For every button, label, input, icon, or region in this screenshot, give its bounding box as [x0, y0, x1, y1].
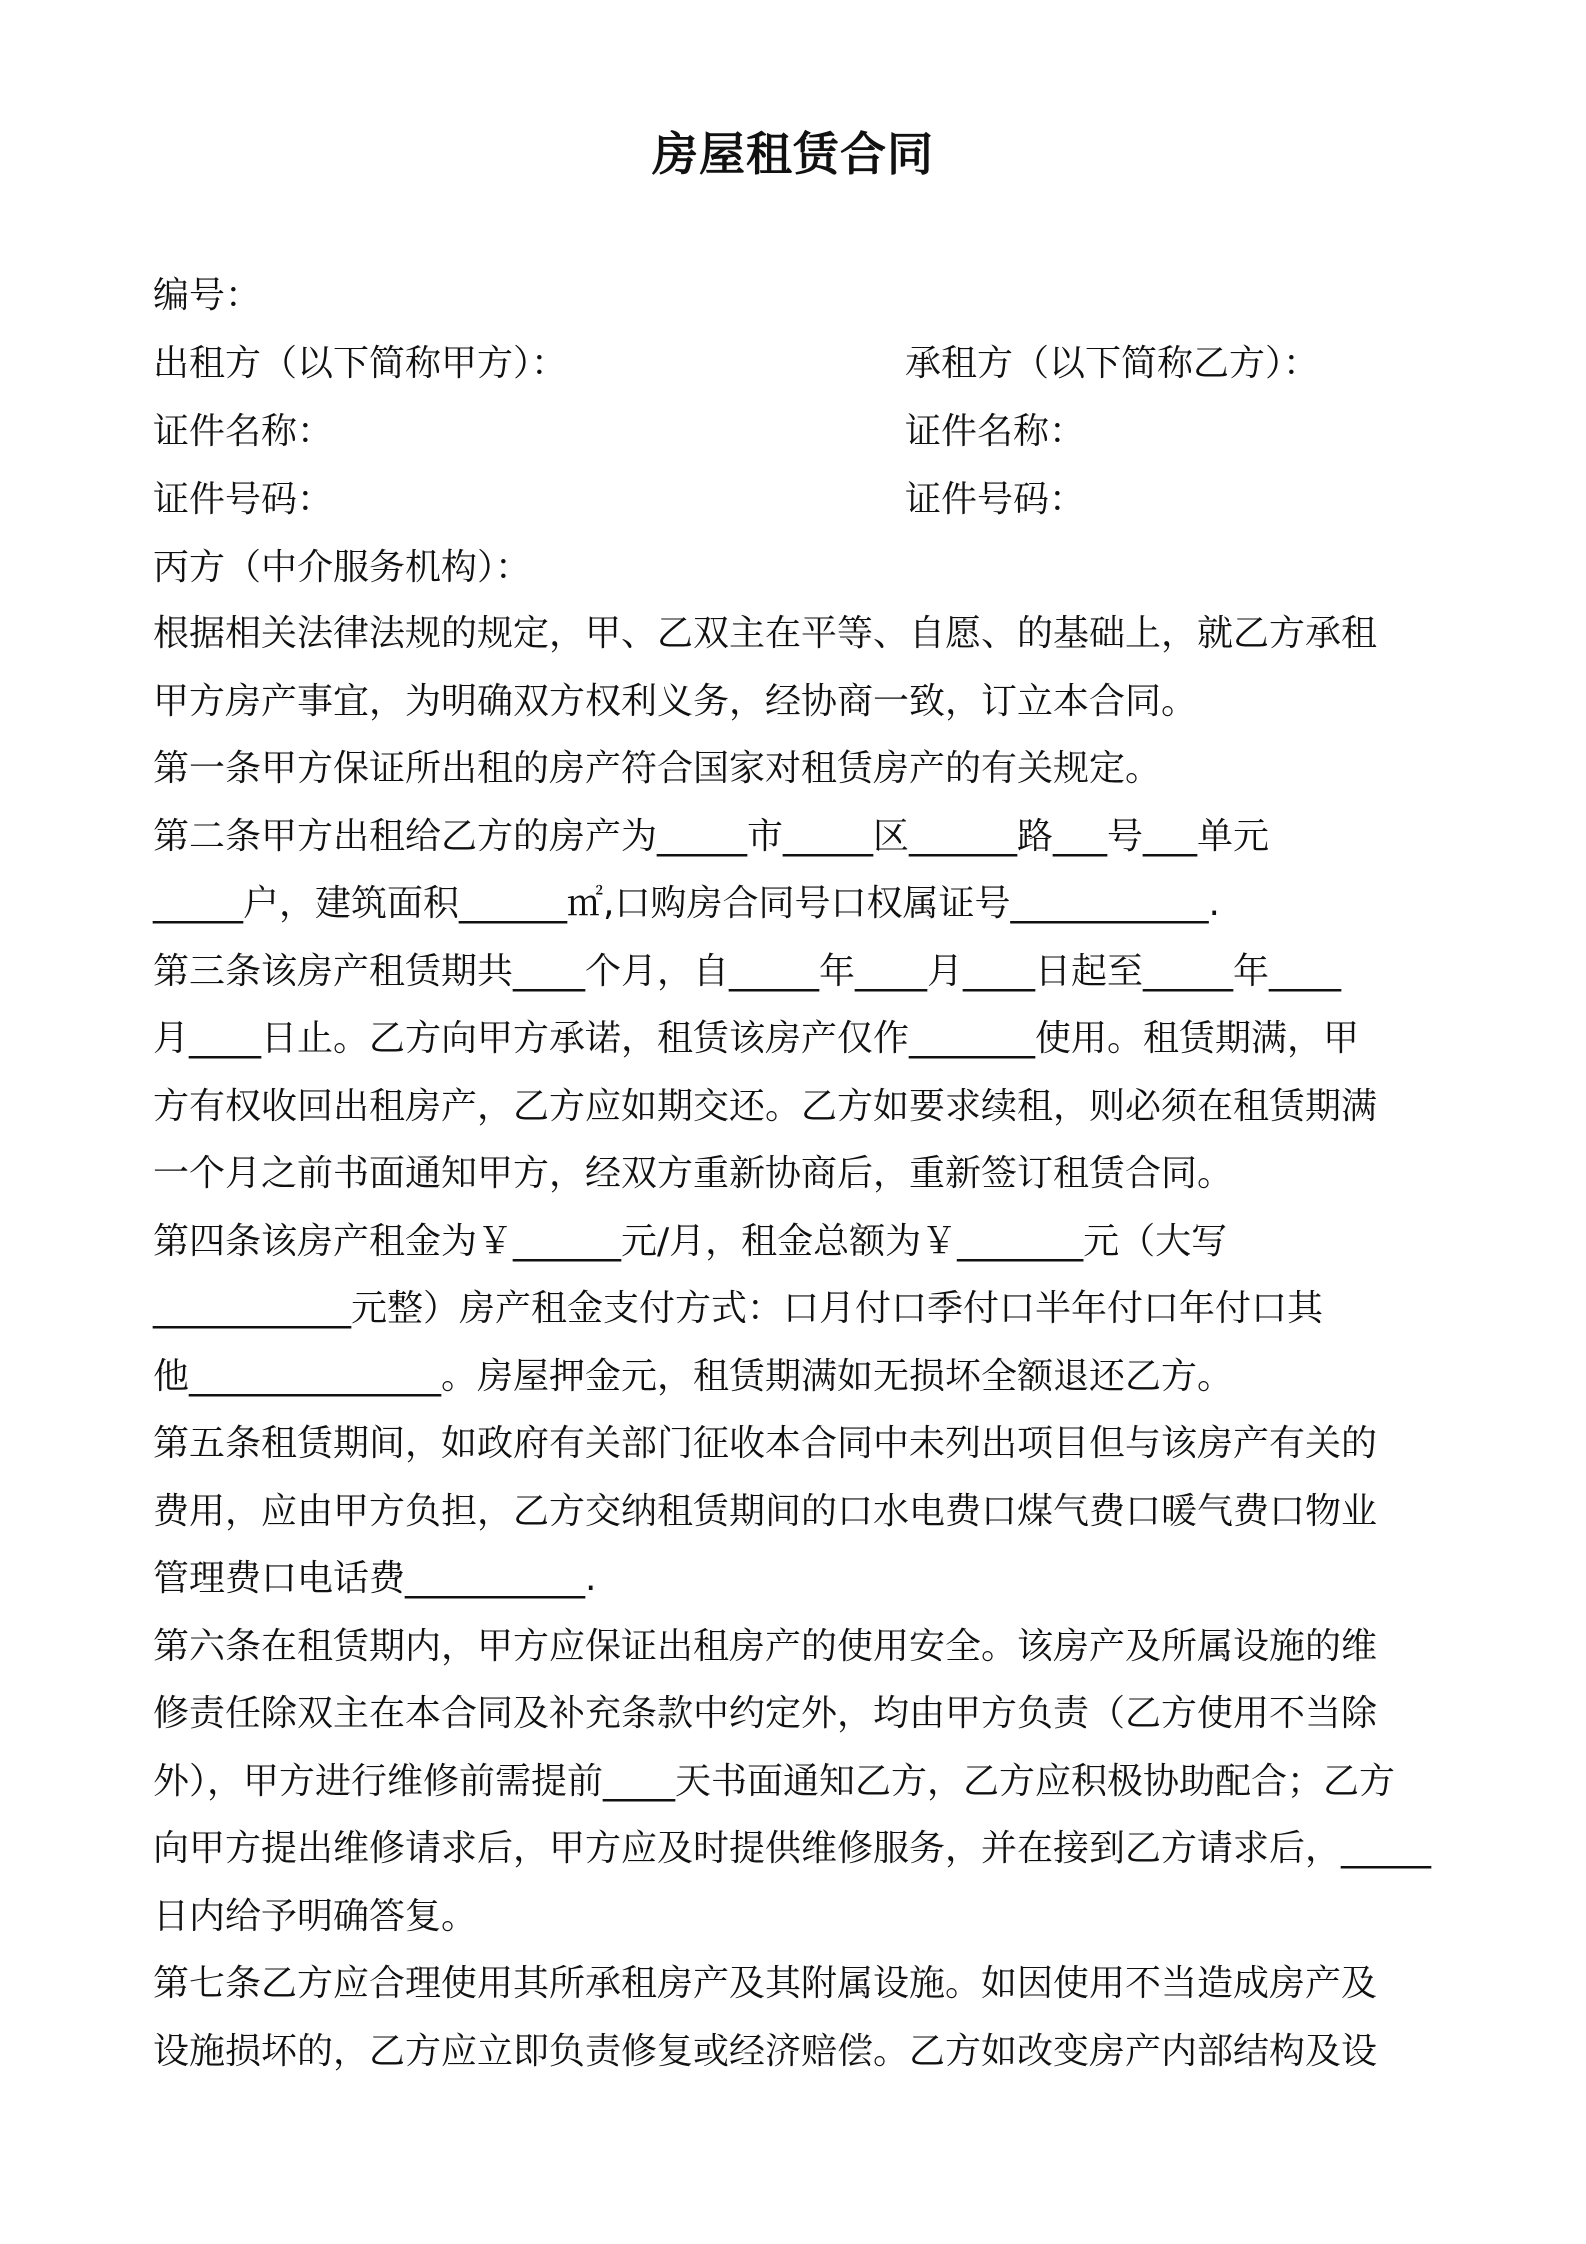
article-4-line: 他______________。房屋押金元，租赁期满如无损坏全额退还乙方。	[153, 1356, 1234, 1397]
agency-label: 丙方（中介服务机构）：	[153, 547, 532, 588]
number-label: 编号：	[153, 275, 262, 316]
article-2-line: _____户，建筑面积______㎡,口购房合同号口权属证号___________.	[153, 883, 1220, 924]
article-6-line: 向甲方提出维修请求后，甲方应及时提供维修服务，并在接到乙方请求后，_____	[153, 1828, 1432, 1869]
article-3-line: 第三条该房产租赁期共____个月，自_____年____月____日起至_____年____	[153, 951, 1342, 992]
article-7-line: 第七条乙方应合理使用其所承租房产及其附属设施。如因使用不当造成房产及	[153, 1963, 1378, 2004]
article-2-line: 第二条甲方出租给乙方的房产为_____市_____区______路___号___单元	[153, 816, 1270, 857]
article-3-line: 一个月之前书面通知甲方，经双方重新协商后，重新签订租赁合同。	[153, 1153, 1234, 1194]
article-6-line: 修责任除双主在本合同及补充条款中约定外，均由甲方负责（乙方使用不当除	[153, 1693, 1378, 1734]
article-1-line: 第一条甲方保证所出租的房产符合国家对租赁房产的有关规定。	[153, 748, 1162, 789]
article-5-line: 管理费口电话费__________.	[153, 1558, 597, 1599]
article-6-line: 外），甲方进行维修前需提前____天书面通知乙方，乙方应积极协助配合；乙方	[153, 1761, 1396, 1802]
document-title: 房屋租赁合同	[652, 127, 934, 181]
lessor-label: 出租方（以下简称甲方）：	[153, 343, 568, 384]
body-line: 甲方房产事宜，为明确双方权利义务，经协商一致，订立本合同。	[153, 681, 1198, 722]
article-7-line: 设施损坏的，乙方应立即负责修复或经济赔偿。乙方如改变房产内部结构及设	[153, 2031, 1378, 2072]
body-line: 根据相关法律法规的规定，甲、乙双主在平等、自愿、的基础上，就乙方承租	[153, 613, 1378, 654]
lessor-id-number: 证件号码：	[153, 479, 334, 520]
lessee-label: 承租方（以下简称乙方）：	[905, 343, 1320, 384]
article-5-line: 第五条租赁期间，如政府有关部门征收本合同中未列出项目但与该房产有关的	[153, 1423, 1378, 1464]
article-6-line: 日内给予明确答复。	[153, 1896, 478, 1937]
article-3-line: 月____日止。乙方向甲方承诺，租赁该房产仅作_______使用。租赁期满，甲	[153, 1018, 1360, 1059]
article-3-line: 方有权收回出租房产，乙方应如期交还。乙方如要求续租，则必须在租赁期满	[153, 1086, 1378, 1127]
article-5-line: 费用，应由甲方负担，乙方交纳租赁期间的口水电费口煤气费口暖气费口物业	[153, 1491, 1378, 1532]
lessor-id-name: 证件名称：	[153, 411, 334, 452]
article-4-line: 第四条该房产租金为￥______元/月，租金总额为￥_______元（大写	[153, 1221, 1228, 1262]
article-4-line: ___________元整）房产租金支付方式：口月付口季付口半年付口年付口其	[153, 1288, 1324, 1329]
article-6-line: 第六条在租赁期内，甲方应保证出租房产的使用安全。该房产及所属设施的维	[153, 1626, 1378, 1667]
lessee-id-number: 证件号码：	[905, 479, 1086, 520]
lessee-id-name: 证件名称：	[905, 411, 1086, 452]
